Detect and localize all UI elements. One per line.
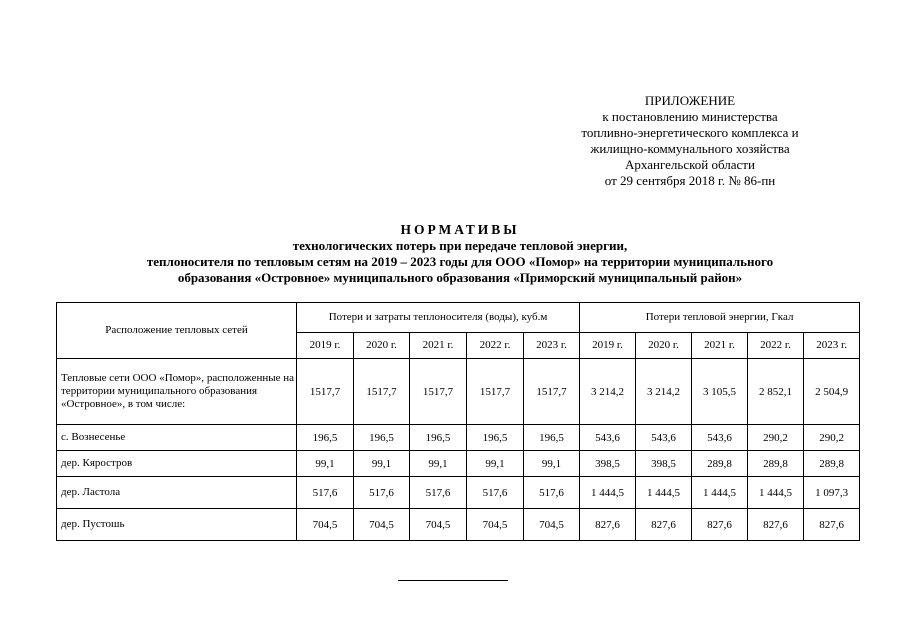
heat-value: 1 444,5 xyxy=(748,477,804,509)
table-row xyxy=(57,359,860,425)
water-value: 704,5 xyxy=(410,509,467,541)
water-value: 196,5 xyxy=(467,425,524,451)
title-line: технологических потерь при передаче тепловой энергии, xyxy=(292,238,628,253)
appendix-line: к постановлению министерства xyxy=(602,109,778,124)
heat-value: 543,6 xyxy=(636,425,692,451)
heat-value: 290,2 xyxy=(804,425,860,451)
title-main: НОРМАТИВЫ xyxy=(400,222,520,237)
year-header: 2022 г. xyxy=(467,333,524,359)
title-line: образования «Островное» муниципального образования «Приморский муниципальный район» xyxy=(177,270,743,285)
water-value: 196,5 xyxy=(410,425,467,451)
appendix-line: жилищно-коммунального хозяйства xyxy=(590,141,790,156)
water-value: 196,5 xyxy=(297,425,354,451)
water-value: 196,5 xyxy=(354,425,410,451)
row-label: дер. Пустошь xyxy=(57,509,297,541)
appendix-block xyxy=(540,93,840,189)
heat-value: 1 444,5 xyxy=(580,477,636,509)
heat-value: 543,6 xyxy=(692,425,748,451)
heat-value: 827,6 xyxy=(580,509,636,541)
heat-value: 827,6 xyxy=(692,509,748,541)
heat-value: 1 444,5 xyxy=(692,477,748,509)
table-row xyxy=(57,477,860,509)
heat-value: 398,5 xyxy=(580,451,636,477)
heat-value: 2 852,1 xyxy=(748,359,804,425)
heat-value: 3 105,5 xyxy=(692,359,748,425)
water-value: 1517,7 xyxy=(297,359,354,425)
year-header: 2019 г. xyxy=(580,333,636,359)
water-value: 517,6 xyxy=(354,477,410,509)
year-header: 2020 г. xyxy=(636,333,692,359)
year-header: 2020 г. xyxy=(354,333,410,359)
heat-value: 2 504,9 xyxy=(804,359,860,425)
heat-value: 3 214,2 xyxy=(636,359,692,425)
water-value: 99,1 xyxy=(297,451,354,477)
location-header: Расположение тепловых сетей xyxy=(57,303,297,359)
appendix-line: Архангельской области xyxy=(625,157,755,172)
heat-value: 827,6 xyxy=(748,509,804,541)
water-value: 517,6 xyxy=(410,477,467,509)
title-line: теплоносителя по тепловым сетям на 2019 – 2023 годы для ООО «Помор» на территории муниципального xyxy=(146,254,774,269)
row-label: Тепловые сети ООО «Помор», расположенные на территории муниципального образования «Островное», в том числе: xyxy=(57,359,297,425)
norms-table xyxy=(56,302,860,541)
year-header: 2023 г. xyxy=(524,333,580,359)
row-label: дер. Ластола xyxy=(57,477,297,509)
year-header: 2021 г. xyxy=(692,333,748,359)
heat-value: 827,6 xyxy=(804,509,860,541)
water-value: 1517,7 xyxy=(410,359,467,425)
water-value: 196,5 xyxy=(524,425,580,451)
water-value: 99,1 xyxy=(354,451,410,477)
heat-value: 827,6 xyxy=(636,509,692,541)
water-value: 704,5 xyxy=(354,509,410,541)
heat-value: 289,8 xyxy=(748,451,804,477)
water-value: 517,6 xyxy=(297,477,354,509)
heat-losses-header: Потери тепловой энергии, Гкал xyxy=(580,303,860,333)
heat-value: 543,6 xyxy=(580,425,636,451)
year-header: 2023 г. xyxy=(804,333,860,359)
table-row xyxy=(57,451,860,477)
heat-value: 398,5 xyxy=(636,451,692,477)
water-value: 99,1 xyxy=(410,451,467,477)
heat-value: 3 214,2 xyxy=(580,359,636,425)
water-value: 517,6 xyxy=(467,477,524,509)
heat-value: 290,2 xyxy=(748,425,804,451)
water-value: 99,1 xyxy=(524,451,580,477)
document-title xyxy=(60,221,860,286)
water-losses-header: Потери и затраты теплоносителя (воды), куб.м xyxy=(297,303,580,333)
heat-value: 1 097,3 xyxy=(804,477,860,509)
appendix-line: топливно-энергетического комплекса и xyxy=(581,125,799,140)
appendix-line: ПРИЛОЖЕНИЕ xyxy=(644,93,736,108)
table-row xyxy=(57,509,860,541)
heat-value: 289,8 xyxy=(692,451,748,477)
water-value: 99,1 xyxy=(467,451,524,477)
water-value: 517,6 xyxy=(524,477,580,509)
heat-value: 289,8 xyxy=(804,451,860,477)
water-value: 704,5 xyxy=(524,509,580,541)
year-header: 2021 г. xyxy=(410,333,467,359)
year-header: 2019 г. xyxy=(297,333,354,359)
water-value: 704,5 xyxy=(467,509,524,541)
water-value: 704,5 xyxy=(297,509,354,541)
appendix-line: от 29 сентября 2018 г. № 86-пн xyxy=(604,173,776,188)
heat-value: 1 444,5 xyxy=(636,477,692,509)
year-header: 2022 г. xyxy=(748,333,804,359)
water-value: 1517,7 xyxy=(524,359,580,425)
row-label: с. Вознесенье xyxy=(57,425,297,451)
end-divider xyxy=(398,580,508,581)
water-value: 1517,7 xyxy=(467,359,524,425)
table-row xyxy=(57,425,860,451)
row-label: дер. Кяростров xyxy=(57,451,297,477)
water-value: 1517,7 xyxy=(354,359,410,425)
